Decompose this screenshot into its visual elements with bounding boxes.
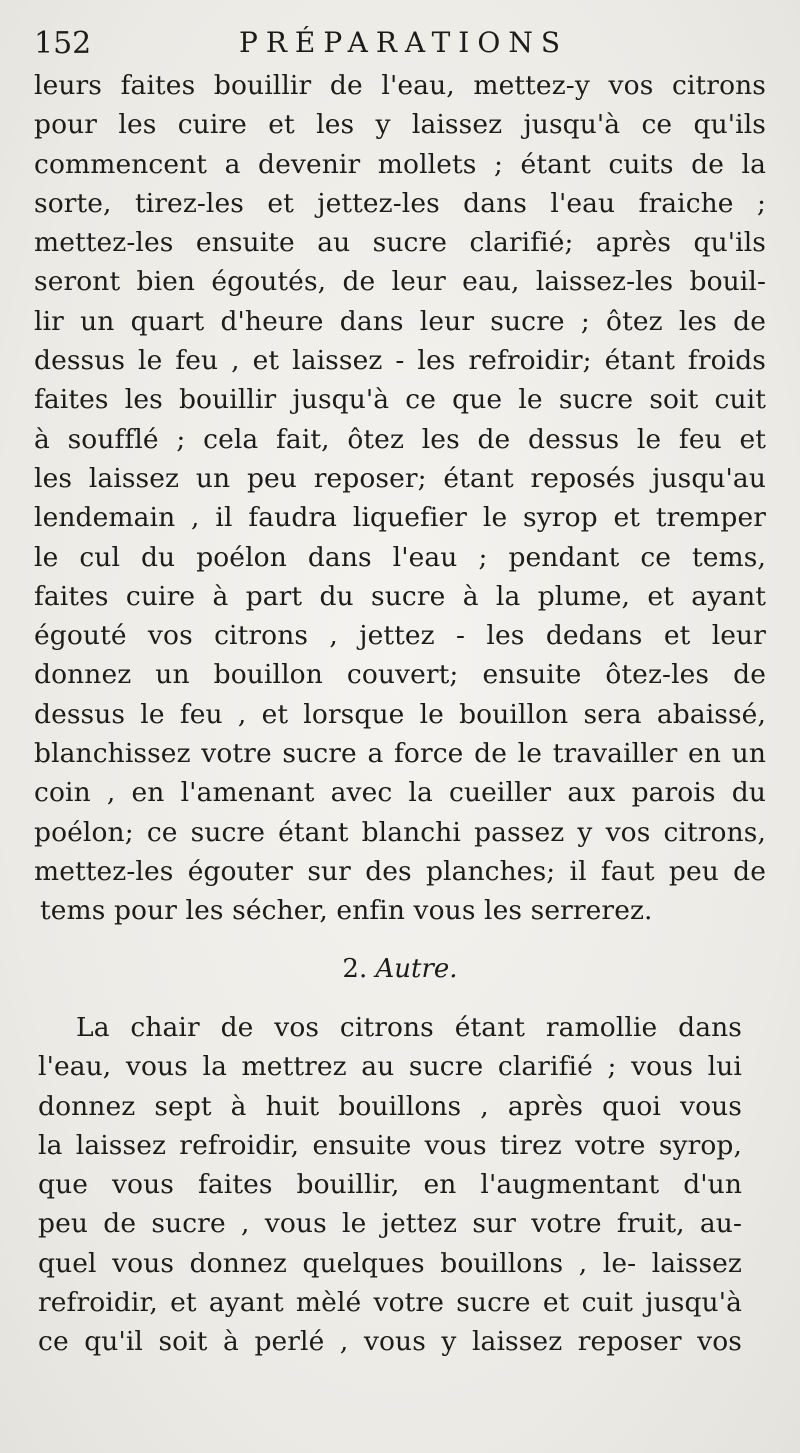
text-line: faites les bouillir jusqu'à ce que le sucre soit cuit: [34, 384, 766, 416]
text-line: quel vous donnez quelques bouillons , le- laissez: [38, 1247, 742, 1279]
section-heading: [0, 947, 800, 991]
text-line: commencent a devenir mollets ; étant cuits de la: [34, 148, 766, 180]
text-line: égouté vos citrons , jettez - les dedans et leur: [34, 620, 766, 652]
text-line: donnez sept à huit bouillons , après quoi vous: [38, 1090, 742, 1122]
section-number: 2.: [342, 954, 368, 984]
text-line: faites cuire à part du sucre à la plume, et ayant: [34, 580, 766, 612]
text-line: lendemain , il faudra liquefier le syrop et tremper: [34, 502, 766, 534]
text-line: peu de sucre , vous le jettez sur votre fruit, au-: [38, 1208, 742, 1240]
text-line: dessus le feu , et laissez - les refroidir; étant froids: [34, 345, 766, 377]
text-line: tems pour les sécher, enfin vous les serrerez.: [40, 895, 653, 927]
text-line: donnez un bouillon couvert; ensuite ôtez-les de: [34, 659, 766, 691]
text-line: que vous faites bouillir, en l'augmentant d'un: [38, 1169, 742, 1201]
text-line: la laissez refroidir, ensuite vous tirez votre syrop,: [38, 1129, 742, 1161]
text-line: ce qu'il soit à perlé , vous y laissez reposer vos: [38, 1326, 742, 1358]
text-line: l'eau, vous la mettrez au sucre clarifié ; vous lui: [38, 1051, 742, 1083]
text-line: les laissez un peu reposer; étant reposés jusqu'au: [34, 462, 766, 494]
text-line: mettez-les égouter sur des planches; il faut peu de: [34, 855, 766, 887]
text-line: sorte, tirez-les et jettez-les dans l'eau fraiche ;: [34, 187, 766, 219]
text-line: La chair de vos citrons étant ramollie dans: [76, 1012, 742, 1043]
text-line: refroidir, et ayant mèlé votre sucre et cuit jusqu'à: [38, 1287, 742, 1319]
paragraph-1: [34, 66, 766, 931]
running-title: PRÉPARATIONS: [239, 26, 568, 59]
running-head: [34, 22, 766, 62]
text-line: poélon; ce sucre étant blanchi passez y vos citrons,: [34, 816, 766, 848]
text-line: coin , en l'amenant avec la cueiller aux parois du: [34, 777, 766, 809]
text-line: mettez-les ensuite au sucre clarifié; après qu'ils: [34, 227, 766, 259]
text-line: leurs faites bouillir de l'eau, mettez-y vos citrons: [34, 70, 766, 101]
text-line: lir un quart d'heure dans leur sucre ; ôtez les de: [34, 305, 766, 337]
paragraph-2: [38, 1008, 742, 1362]
text-line: dessus le feu , et lorsque le bouillon sera abaissé,: [34, 698, 766, 730]
text-line: à soufflé ; cela fait, ôtez les de dessus le feu et: [34, 423, 766, 455]
text-line: pour les cuire et les y laissez jusqu'à ce qu'ils: [34, 109, 766, 141]
text-line: seront bien égoutés, de leur eau, laissez-les bouil-: [34, 266, 766, 298]
page-number: 152: [34, 26, 92, 61]
text-line: blanchissez votre sucre a force de le travailler en un: [34, 738, 766, 770]
text-line: le cul du poélon dans l'eau ; pendant ce tems,: [34, 541, 766, 573]
section-title: Autre.: [375, 954, 458, 984]
